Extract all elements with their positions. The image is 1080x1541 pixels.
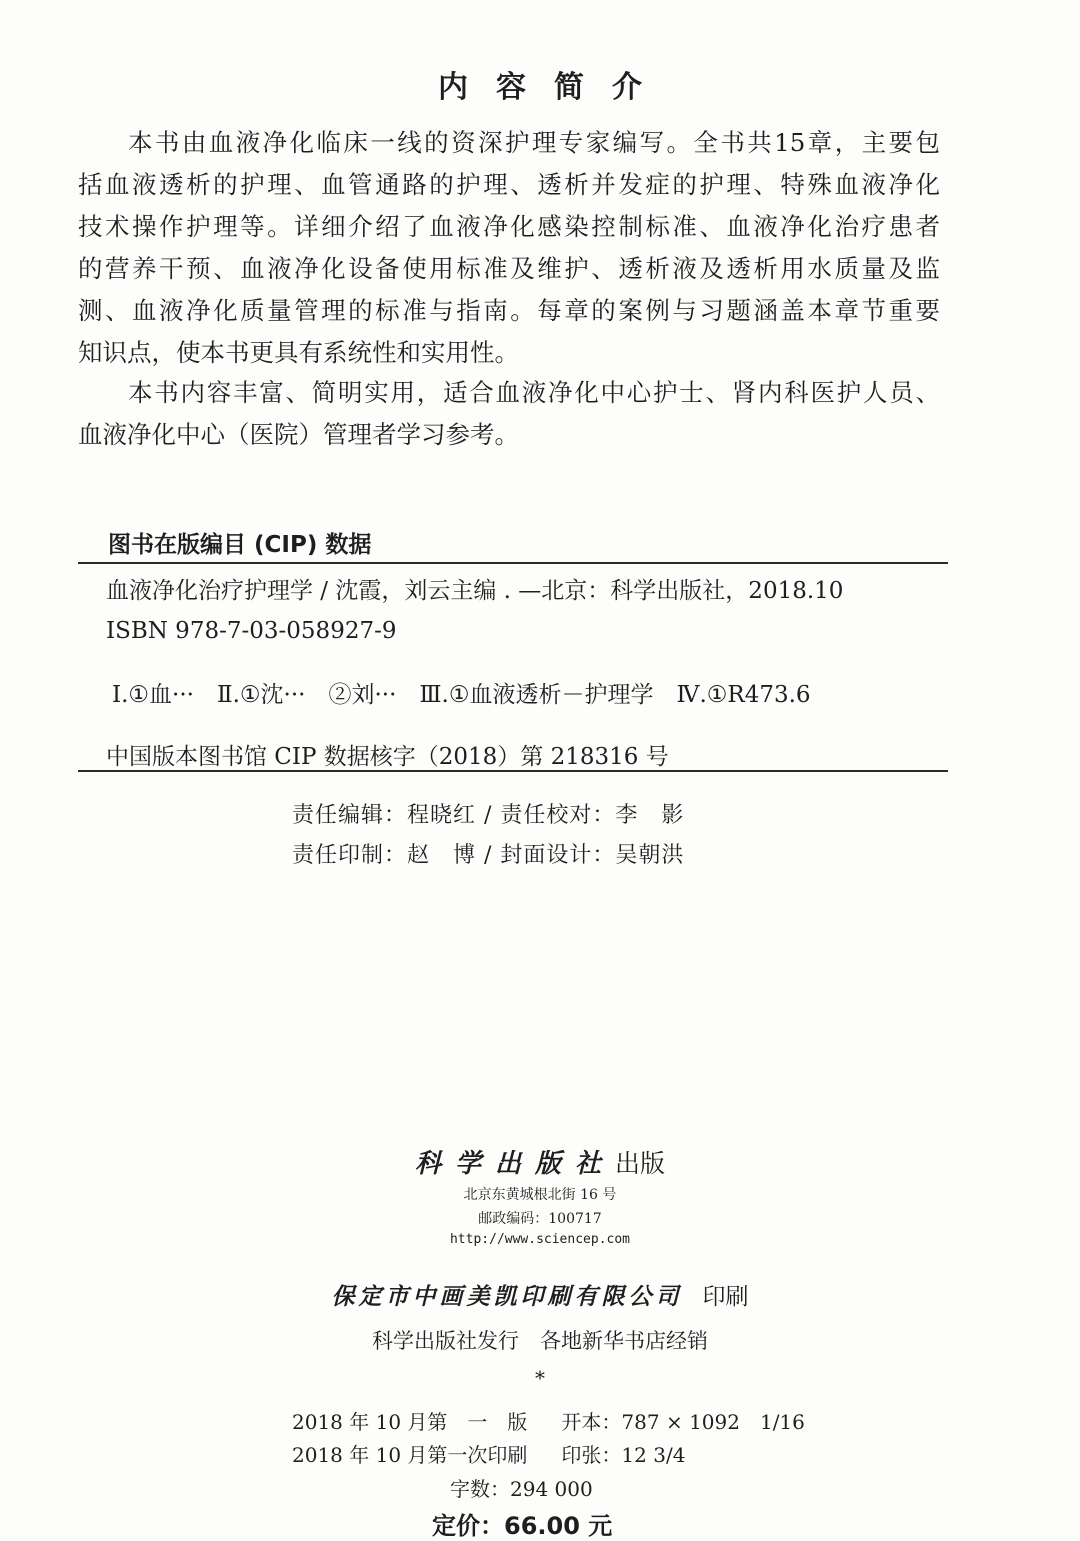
- cip-title-line: 血液净化治疗护理学 / 沈霞，刘云主编 . —北京：科学出版社，2018.10: [106, 578, 844, 604]
- summary-line: 知识点，使本书更具有系统性和实用性。: [78, 338, 519, 367]
- price: 定价：66.00 元: [432, 1512, 613, 1540]
- word-count: 字数：294 000: [450, 1477, 593, 1501]
- format-size: 开本：787 × 1092 1/16: [561, 1410, 805, 1434]
- cip-library-record: 中国版本图书馆 CIP 数据核字（2018）第 218316 号: [106, 744, 669, 770]
- separator-star: *: [535, 1366, 545, 1390]
- cip-bottom-rule: [78, 770, 948, 772]
- printing-line: [292, 1439, 685, 1468]
- publisher-website: http://www.sciencep.com: [449, 1232, 630, 1247]
- printing-date: 2018 年 10 月第一次印刷: [292, 1443, 528, 1467]
- staff-line: 责任编辑：程晓红 / 责任校对：李 影: [292, 803, 685, 828]
- summary-title: 内容简介: [438, 70, 670, 105]
- cip-top-rule: [78, 562, 948, 564]
- printer-block: [0, 1278, 1080, 1311]
- publisher-name: 科学出版社: [414, 1149, 615, 1179]
- edition-line: [292, 1406, 805, 1435]
- summary-line: 本书由血液净化临床一线的资深护理专家编写。全书共15章，主要包: [128, 128, 940, 157]
- edition-date: 2018 年 10 月第 一 版: [292, 1410, 528, 1434]
- publisher-address: 北京东黄城根北街 16 号: [463, 1187, 617, 1203]
- summary-line: 技术操作护理等。详细介绍了血液净化感染控制标准、血液净化治疗患者: [78, 212, 940, 241]
- summary-line: 括血液透析的护理、血管通路的护理、透析并发症的护理、特殊血液净化: [78, 170, 940, 199]
- cip-isbn: ISBN 978-7-03-058927-9: [106, 618, 397, 644]
- printer-name: 保定市中画美凯印刷有限公司: [331, 1283, 683, 1310]
- summary-line: 血液净化中心（医院）管理者学习参考。: [78, 420, 519, 449]
- cip-heading: 图书在版编目 (CIP) 数据: [108, 532, 372, 558]
- summary-line: 本书内容丰富、简明实用，适合血液净化中心护士、肾内科医护人员、: [128, 378, 940, 407]
- publisher-block: [0, 1143, 1080, 1180]
- summary-line: 的营养干预、血液净化设备使用标准及维护、透析液及透析用水质量及监: [78, 254, 940, 283]
- staff-line: 责任印制：赵 博 / 封面设计：吴朝洪: [292, 843, 685, 868]
- summary-line: 测、血液净化质量管理的标准与指南。每章的案例与习题涵盖本章节重要: [78, 296, 940, 325]
- cip-classification: Ⅰ.①血··· Ⅱ.①沈··· ②刘··· Ⅲ.①血液透析－护理学 Ⅳ.①R473.6: [112, 682, 811, 708]
- sheet-count: 印张：12 3/4: [561, 1443, 686, 1467]
- distribution-line: 科学出版社发行 各地新华书店经销: [372, 1329, 708, 1353]
- printer-suffix: 印刷: [702, 1284, 749, 1310]
- publisher-suffix: 出版: [615, 1149, 666, 1178]
- publisher-postcode: 邮政编码：100717: [478, 1211, 602, 1227]
